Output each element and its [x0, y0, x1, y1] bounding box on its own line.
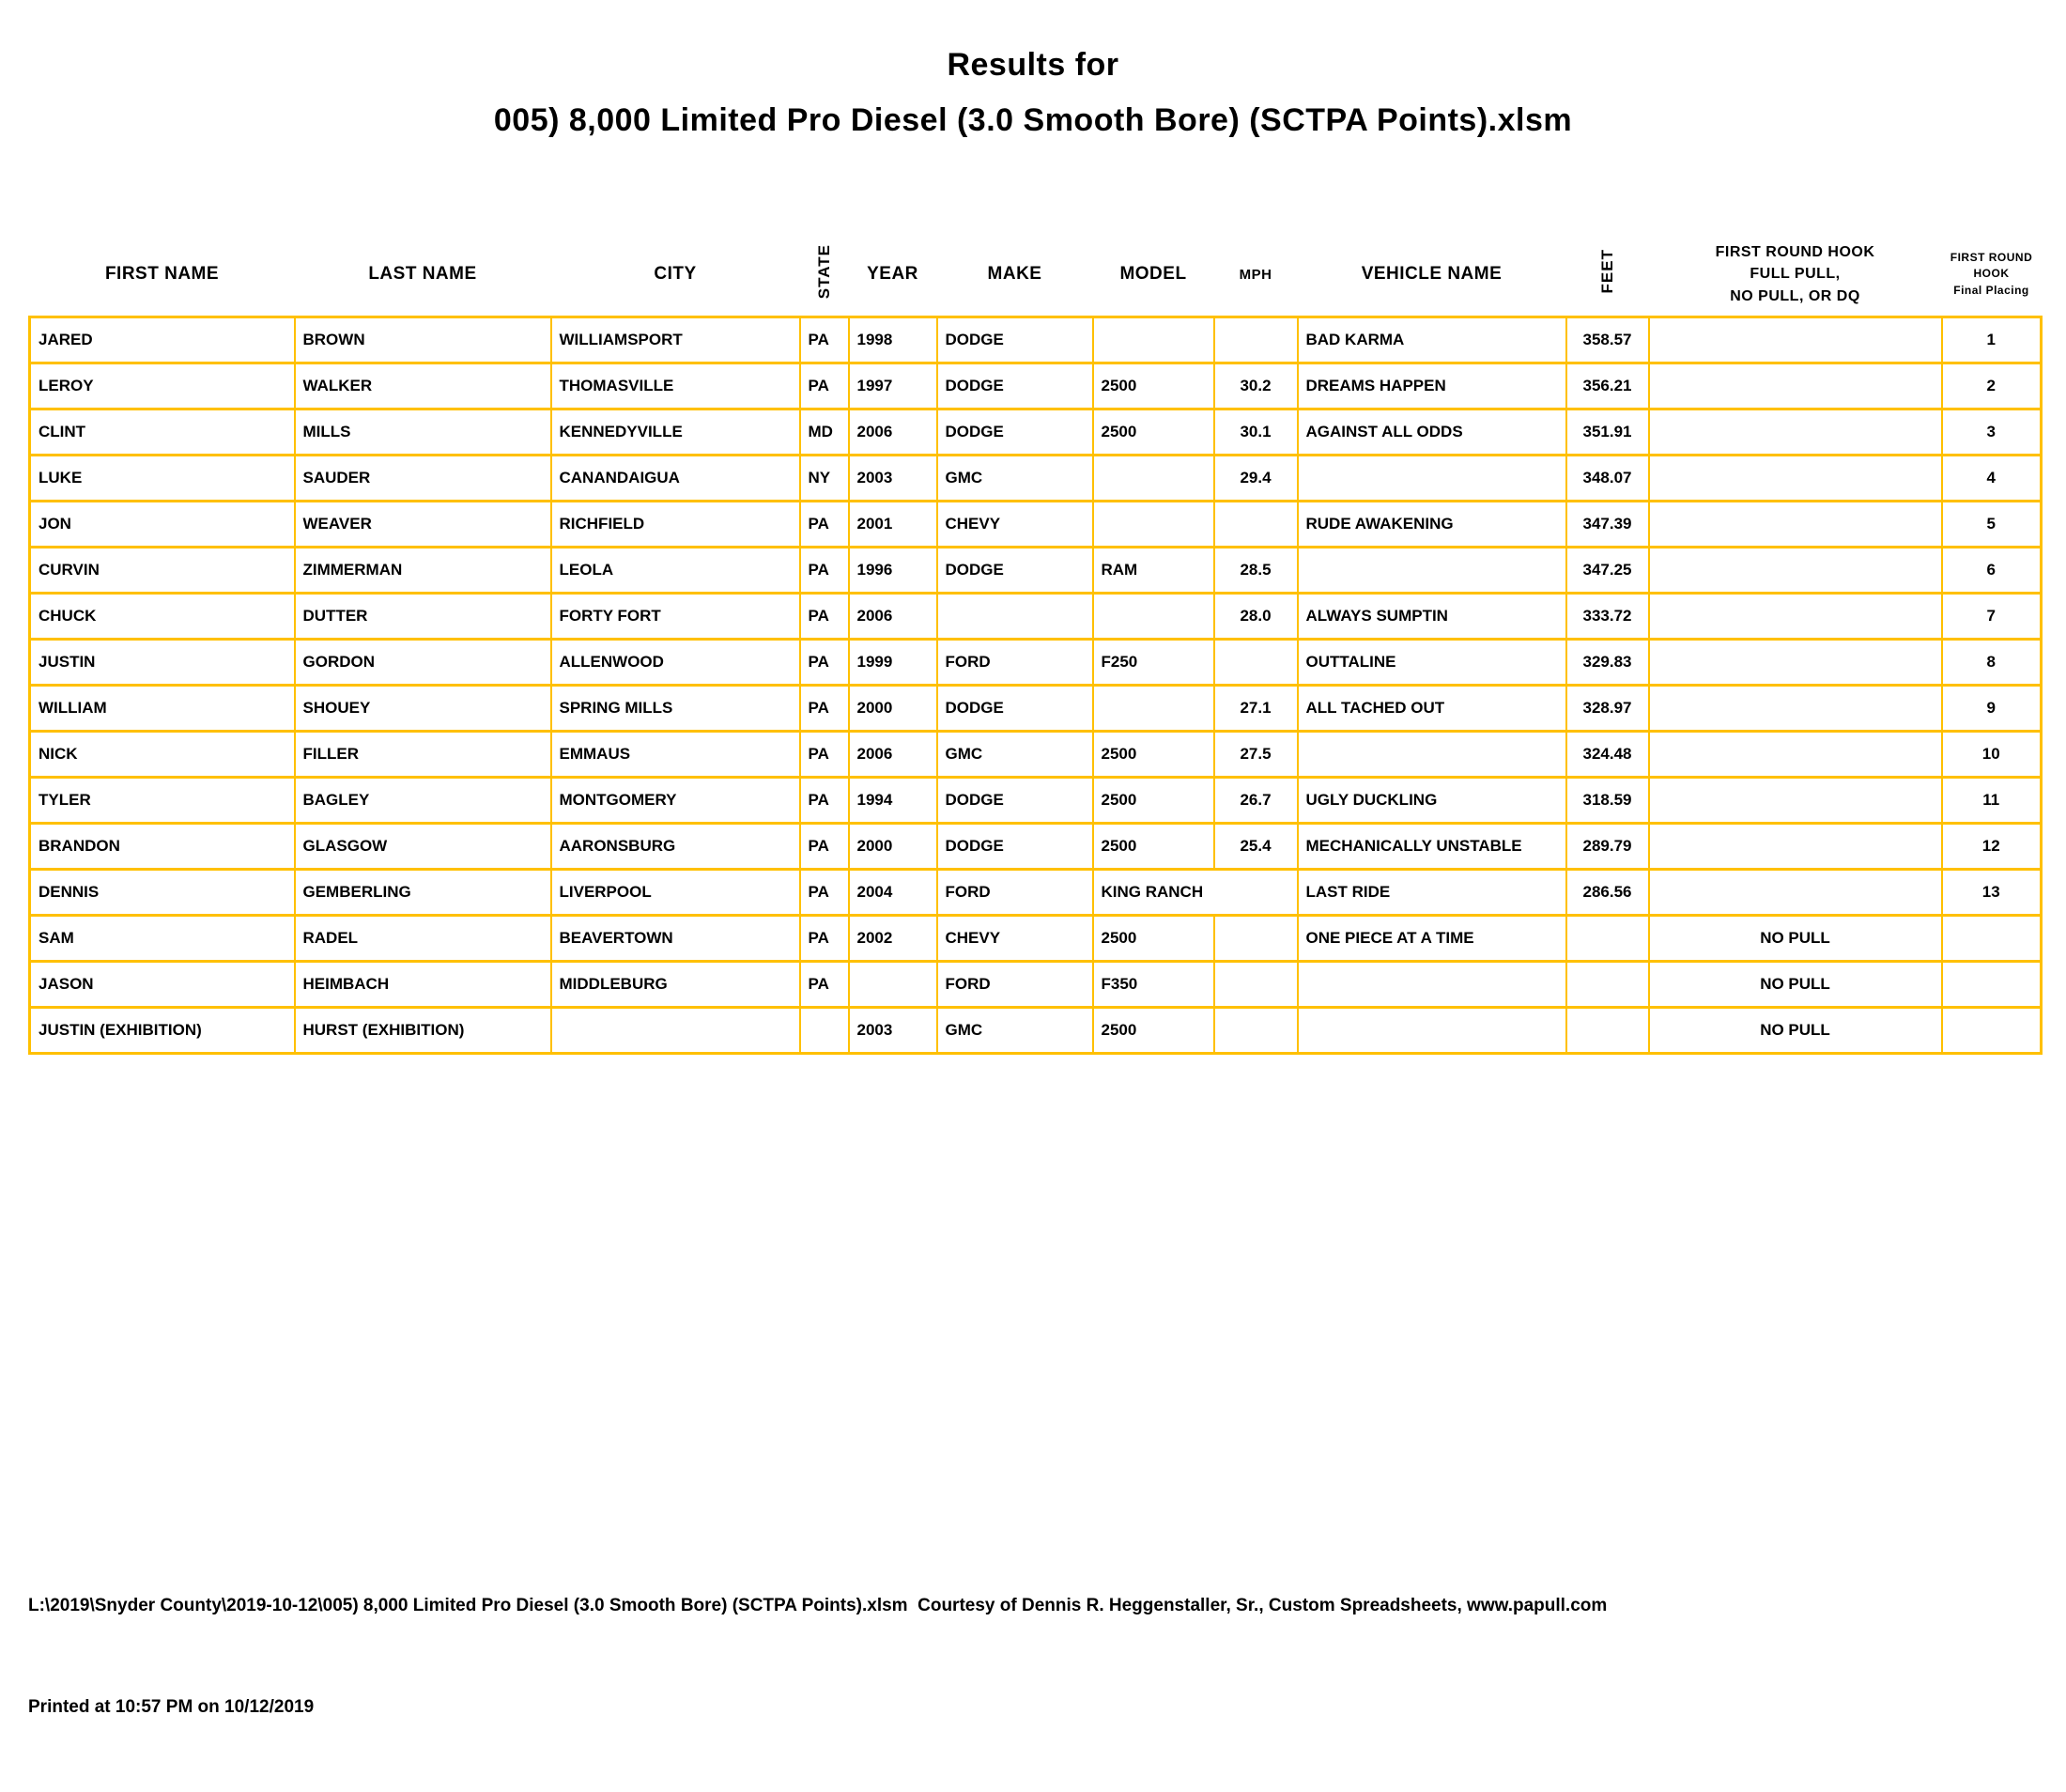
col-header-vehicle-name — [1298, 233, 1566, 317]
cell-vehicle: OUTTALINE — [1298, 640, 1566, 686]
cell-last: SHOUEY — [295, 686, 551, 732]
footer-printed-timestamp: Printed at 10:57 PM on 10/12/2019 — [28, 1697, 315, 1717]
cell-last: BROWN — [295, 317, 551, 363]
cell-vehicle: AGAINST ALL ODDS — [1298, 409, 1566, 456]
cell-result — [1649, 456, 1942, 502]
cell-placing — [1942, 916, 2042, 962]
cell-feet: 348.07 — [1566, 456, 1649, 502]
table-row — [30, 548, 2042, 594]
table-row — [30, 962, 2042, 1008]
cell-vehicle: BAD KARMA — [1298, 317, 1566, 363]
cell-first: TYLER — [30, 778, 295, 824]
cell-year — [849, 962, 937, 1008]
cell-state: PA — [800, 778, 849, 824]
cell-first: LUKE — [30, 456, 295, 502]
cell-model: KING RANCH — [1093, 870, 1298, 916]
cell-placing: 8 — [1942, 640, 2042, 686]
col-header-city — [551, 233, 800, 317]
cell-year: 2004 — [849, 870, 937, 916]
table-row — [30, 686, 2042, 732]
cell-city: FORTY FORT — [551, 594, 800, 640]
cell-placing: 10 — [1942, 732, 2042, 778]
cell-placing: 2 — [1942, 363, 2042, 409]
cell-feet: 286.56 — [1566, 870, 1649, 916]
table-row — [30, 640, 2042, 686]
cell-year: 2000 — [849, 686, 937, 732]
cell-make: CHEVY — [937, 502, 1093, 548]
page-subtitle: 005) 8,000 Limited Pro Diesel (3.0 Smooth Bore) (SCTPA Points).xlsm — [493, 102, 1573, 138]
cell-first: WILLIAM — [30, 686, 295, 732]
col-header-result-line3: NO PULL, OR DQ — [1730, 287, 1860, 304]
cell-placing: 13 — [1942, 870, 2042, 916]
col-header-mph-label: MPH — [1239, 266, 1272, 283]
cell-mph — [1214, 1008, 1298, 1054]
cell-model — [1093, 594, 1214, 640]
cell-vehicle: UGLY DUCKLING — [1298, 778, 1566, 824]
cell-make: GMC — [937, 732, 1093, 778]
printed-results-sheet — [0, 47, 2066, 1717]
col-header-final-placing — [1942, 233, 2042, 317]
cell-make: DODGE — [937, 548, 1093, 594]
cell-make: DODGE — [937, 824, 1093, 870]
cell-feet: 347.39 — [1566, 502, 1649, 548]
cell-city: KENNEDYVILLE — [551, 409, 800, 456]
cell-feet — [1566, 916, 1649, 962]
cell-first: DENNIS — [30, 870, 295, 916]
cell-city: MIDDLEBURG — [551, 962, 800, 1008]
cell-city: SPRING MILLS — [551, 686, 800, 732]
cell-state: PA — [800, 502, 849, 548]
cell-result: NO PULL — [1649, 916, 1942, 962]
cell-vehicle: LAST RIDE — [1298, 870, 1566, 916]
col-header-last-name — [295, 233, 551, 317]
col-header-mph — [1214, 233, 1298, 317]
cell-result — [1649, 640, 1942, 686]
cell-feet: 358.57 — [1566, 317, 1649, 363]
col-header-result-line2: FULL PULL, — [1750, 266, 1841, 283]
cell-first: JON — [30, 502, 295, 548]
cell-mph: 27.5 — [1214, 732, 1298, 778]
col-header-feet-label: FEET — [1598, 249, 1616, 294]
cell-state: PA — [800, 870, 849, 916]
cell-mph: 29.4 — [1214, 456, 1298, 502]
cell-year: 2006 — [849, 732, 937, 778]
cell-feet: 351.91 — [1566, 409, 1649, 456]
table-row — [30, 778, 2042, 824]
cell-feet: 289.79 — [1566, 824, 1649, 870]
table-row — [30, 594, 2042, 640]
cell-model: RAM — [1093, 548, 1214, 594]
col-header-make — [937, 233, 1093, 317]
cell-result — [1649, 363, 1942, 409]
cell-first: NICK — [30, 732, 295, 778]
col-header-state-label: STATE — [815, 243, 833, 300]
cell-model — [1093, 317, 1214, 363]
cell-state: PA — [800, 732, 849, 778]
cell-vehicle — [1298, 732, 1566, 778]
cell-make: CHEVY — [937, 916, 1093, 962]
col-header-feet — [1566, 233, 1649, 317]
cell-model — [1093, 686, 1214, 732]
cell-city: EMMAUS — [551, 732, 800, 778]
cell-vehicle: MECHANICALLY UNSTABLE — [1298, 824, 1566, 870]
results-table-body — [30, 317, 2042, 1054]
table-row — [30, 409, 2042, 456]
cell-model: 2500 — [1093, 824, 1214, 870]
cell-vehicle: ALL TACHED OUT — [1298, 686, 1566, 732]
cell-placing: 3 — [1942, 409, 2042, 456]
cell-last: SAUDER — [295, 456, 551, 502]
cell-state: PA — [800, 824, 849, 870]
cell-feet: 347.25 — [1566, 548, 1649, 594]
cell-state: PA — [800, 317, 849, 363]
col-header-vehicle-name-label: VEHICLE NAME — [1361, 264, 1503, 284]
cell-placing: 5 — [1942, 502, 2042, 548]
cell-last: ZIMMERMAN — [295, 548, 551, 594]
cell-city: CANANDAIGUA — [551, 456, 800, 502]
cell-first: CURVIN — [30, 548, 295, 594]
cell-vehicle: ALWAYS SUMPTIN — [1298, 594, 1566, 640]
cell-year: 2000 — [849, 824, 937, 870]
results-table — [28, 233, 2043, 1055]
cell-mph: 30.1 — [1214, 409, 1298, 456]
table-row — [30, 1008, 2042, 1054]
cell-last: FILLER — [295, 732, 551, 778]
cell-first: CHUCK — [30, 594, 295, 640]
cell-placing: 7 — [1942, 594, 2042, 640]
cell-last: DUTTER — [295, 594, 551, 640]
cell-result — [1649, 317, 1942, 363]
cell-placing: 4 — [1942, 456, 2042, 502]
table-row — [30, 363, 2042, 409]
cell-first: JUSTIN — [30, 640, 295, 686]
cell-year: 1994 — [849, 778, 937, 824]
cell-result: NO PULL — [1649, 962, 1942, 1008]
cell-placing: 1 — [1942, 317, 2042, 363]
cell-feet: 333.72 — [1566, 594, 1649, 640]
cell-mph — [1214, 916, 1298, 962]
cell-year: 1997 — [849, 363, 937, 409]
cell-vehicle: ONE PIECE AT A TIME — [1298, 916, 1566, 962]
cell-model: 2500 — [1093, 732, 1214, 778]
cell-make: DODGE — [937, 317, 1093, 363]
table-row — [30, 824, 2042, 870]
table-row — [30, 502, 2042, 548]
cell-mph: 27.1 — [1214, 686, 1298, 732]
cell-result — [1649, 824, 1942, 870]
cell-result: NO PULL — [1649, 1008, 1942, 1054]
cell-result — [1649, 594, 1942, 640]
cell-model — [1093, 502, 1214, 548]
cell-first: JUSTIN (EXHIBITION) — [30, 1008, 295, 1054]
cell-last: WEAVER — [295, 502, 551, 548]
cell-year: 1996 — [849, 548, 937, 594]
results-sheet — [28, 233, 2043, 1055]
col-header-first-round-result — [1649, 233, 1942, 317]
cell-placing — [1942, 962, 2042, 1008]
cell-make: GMC — [937, 1008, 1093, 1054]
cell-mph: 25.4 — [1214, 824, 1298, 870]
cell-state: PA — [800, 686, 849, 732]
cell-result — [1649, 778, 1942, 824]
cell-mph — [1214, 640, 1298, 686]
cell-mph — [1214, 962, 1298, 1008]
col-header-first-name — [30, 233, 295, 317]
col-header-last-name-label: LAST NAME — [368, 264, 477, 284]
cell-first: CLINT — [30, 409, 295, 456]
cell-mph — [1214, 502, 1298, 548]
cell-city: BEAVERTOWN — [551, 916, 800, 962]
col-header-first-name-label: FIRST NAME — [104, 264, 220, 284]
cell-year: 2002 — [849, 916, 937, 962]
cell-make: DODGE — [937, 363, 1093, 409]
cell-last: GEMBERLING — [295, 870, 551, 916]
cell-city: LEOLA — [551, 548, 800, 594]
table-row — [30, 870, 2042, 916]
cell-state: PA — [800, 640, 849, 686]
cell-feet: 328.97 — [1566, 686, 1649, 732]
cell-state: PA — [800, 962, 849, 1008]
cell-make: FORD — [937, 870, 1093, 916]
cell-last: RADEL — [295, 916, 551, 962]
footer — [28, 1522, 1607, 1792]
cell-feet — [1566, 1008, 1649, 1054]
cell-mph: 26.7 — [1214, 778, 1298, 824]
cell-last: GORDON — [295, 640, 551, 686]
col-header-placing-line2: HOOK — [1973, 267, 2010, 281]
cell-vehicle — [1298, 962, 1566, 1008]
cell-vehicle — [1298, 548, 1566, 594]
cell-model: 2500 — [1093, 916, 1214, 962]
cell-first: BRANDON — [30, 824, 295, 870]
cell-last: HURST (EXHIBITION) — [295, 1008, 551, 1054]
cell-last: HEIMBACH — [295, 962, 551, 1008]
cell-mph: 28.0 — [1214, 594, 1298, 640]
cell-mph: 28.5 — [1214, 548, 1298, 594]
cell-last: WALKER — [295, 363, 551, 409]
col-header-model-label: MODEL — [1119, 264, 1187, 284]
cell-feet: 324.48 — [1566, 732, 1649, 778]
cell-result — [1649, 732, 1942, 778]
cell-year: 2006 — [849, 594, 937, 640]
col-header-year — [849, 233, 937, 317]
cell-model — [1093, 456, 1214, 502]
table-row — [30, 456, 2042, 502]
cell-year: 1998 — [849, 317, 937, 363]
cell-year: 2001 — [849, 502, 937, 548]
cell-result — [1649, 870, 1942, 916]
cell-make: FORD — [937, 962, 1093, 1008]
cell-feet: 318.59 — [1566, 778, 1649, 824]
cell-vehicle — [1298, 456, 1566, 502]
cell-city: THOMASVILLE — [551, 363, 800, 409]
cell-year: 1999 — [849, 640, 937, 686]
col-header-year-label: YEAR — [867, 264, 918, 284]
cell-placing: 6 — [1942, 548, 2042, 594]
cell-model: F350 — [1093, 962, 1214, 1008]
footer-file-path: L:\2019\Snyder County\2019-10-12\005) 8,000 Limited Pro Diesel (3.0 Smooth Bore) (SCTPA Points).xlsm Courtesy of Dennis R. Heggenstaller, Sr., Custom Spreadsheets, www.papull.com — [28, 1596, 1608, 1615]
cell-vehicle: RUDE AWAKENING — [1298, 502, 1566, 548]
cell-make: FORD — [937, 640, 1093, 686]
cell-result — [1649, 548, 1942, 594]
cell-last: BAGLEY — [295, 778, 551, 824]
cell-city: LIVERPOOL — [551, 870, 800, 916]
cell-year: 2003 — [849, 456, 937, 502]
table-row — [30, 317, 2042, 363]
cell-result — [1649, 409, 1942, 456]
cell-year: 2006 — [849, 409, 937, 456]
cell-city: ALLENWOOD — [551, 640, 800, 686]
col-header-city-label: CITY — [654, 264, 697, 284]
cell-feet: 329.83 — [1566, 640, 1649, 686]
cell-make — [937, 594, 1093, 640]
cell-state — [800, 1008, 849, 1054]
cell-feet — [1566, 962, 1649, 1008]
cell-make: DODGE — [937, 778, 1093, 824]
cell-model: 2500 — [1093, 363, 1214, 409]
col-header-state — [800, 233, 849, 317]
cell-vehicle: DREAMS HAPPEN — [1298, 363, 1566, 409]
cell-state: PA — [800, 594, 849, 640]
cell-state: PA — [800, 363, 849, 409]
cell-result — [1649, 502, 1942, 548]
col-header-model — [1093, 233, 1214, 317]
cell-model: 2500 — [1093, 778, 1214, 824]
cell-state: PA — [800, 548, 849, 594]
cell-make: DODGE — [937, 409, 1093, 456]
cell-state: MD — [800, 409, 849, 456]
cell-mph — [1214, 317, 1298, 363]
cell-model: F250 — [1093, 640, 1214, 686]
col-header-make-label: MAKE — [987, 264, 1042, 284]
cell-city — [551, 1008, 800, 1054]
cell-placing: 11 — [1942, 778, 2042, 824]
cell-mph: 30.2 — [1214, 363, 1298, 409]
cell-vehicle — [1298, 1008, 1566, 1054]
cell-placing: 9 — [1942, 686, 2042, 732]
page-title: Results for — [947, 47, 1119, 83]
cell-model: 2500 — [1093, 409, 1214, 456]
cell-city: MONTGOMERY — [551, 778, 800, 824]
table-row — [30, 916, 2042, 962]
cell-result — [1649, 686, 1942, 732]
cell-state: NY — [800, 456, 849, 502]
header-row — [30, 233, 2042, 317]
col-header-result-line1: FIRST ROUND HOOK — [1715, 244, 1875, 261]
cell-first: JASON — [30, 962, 295, 1008]
cell-city: WILLIAMSPORT — [551, 317, 800, 363]
cell-city: RICHFIELD — [551, 502, 800, 548]
cell-city: AARONSBURG — [551, 824, 800, 870]
cell-state: PA — [800, 916, 849, 962]
cell-first: LEROY — [30, 363, 295, 409]
cell-last: GLASGOW — [295, 824, 551, 870]
cell-first: JARED — [30, 317, 295, 363]
cell-model: 2500 — [1093, 1008, 1214, 1054]
cell-placing: 12 — [1942, 824, 2042, 870]
cell-first: SAM — [30, 916, 295, 962]
col-header-placing-line3: Final Placing — [1953, 283, 2029, 297]
cell-make: DODGE — [937, 686, 1093, 732]
col-header-placing-line1: FIRST ROUND — [1950, 250, 2033, 264]
cell-last: MILLS — [295, 409, 551, 456]
cell-feet: 356.21 — [1566, 363, 1649, 409]
cell-placing — [1942, 1008, 2042, 1054]
table-row — [30, 732, 2042, 778]
cell-year: 2003 — [849, 1008, 937, 1054]
cell-make: GMC — [937, 456, 1093, 502]
